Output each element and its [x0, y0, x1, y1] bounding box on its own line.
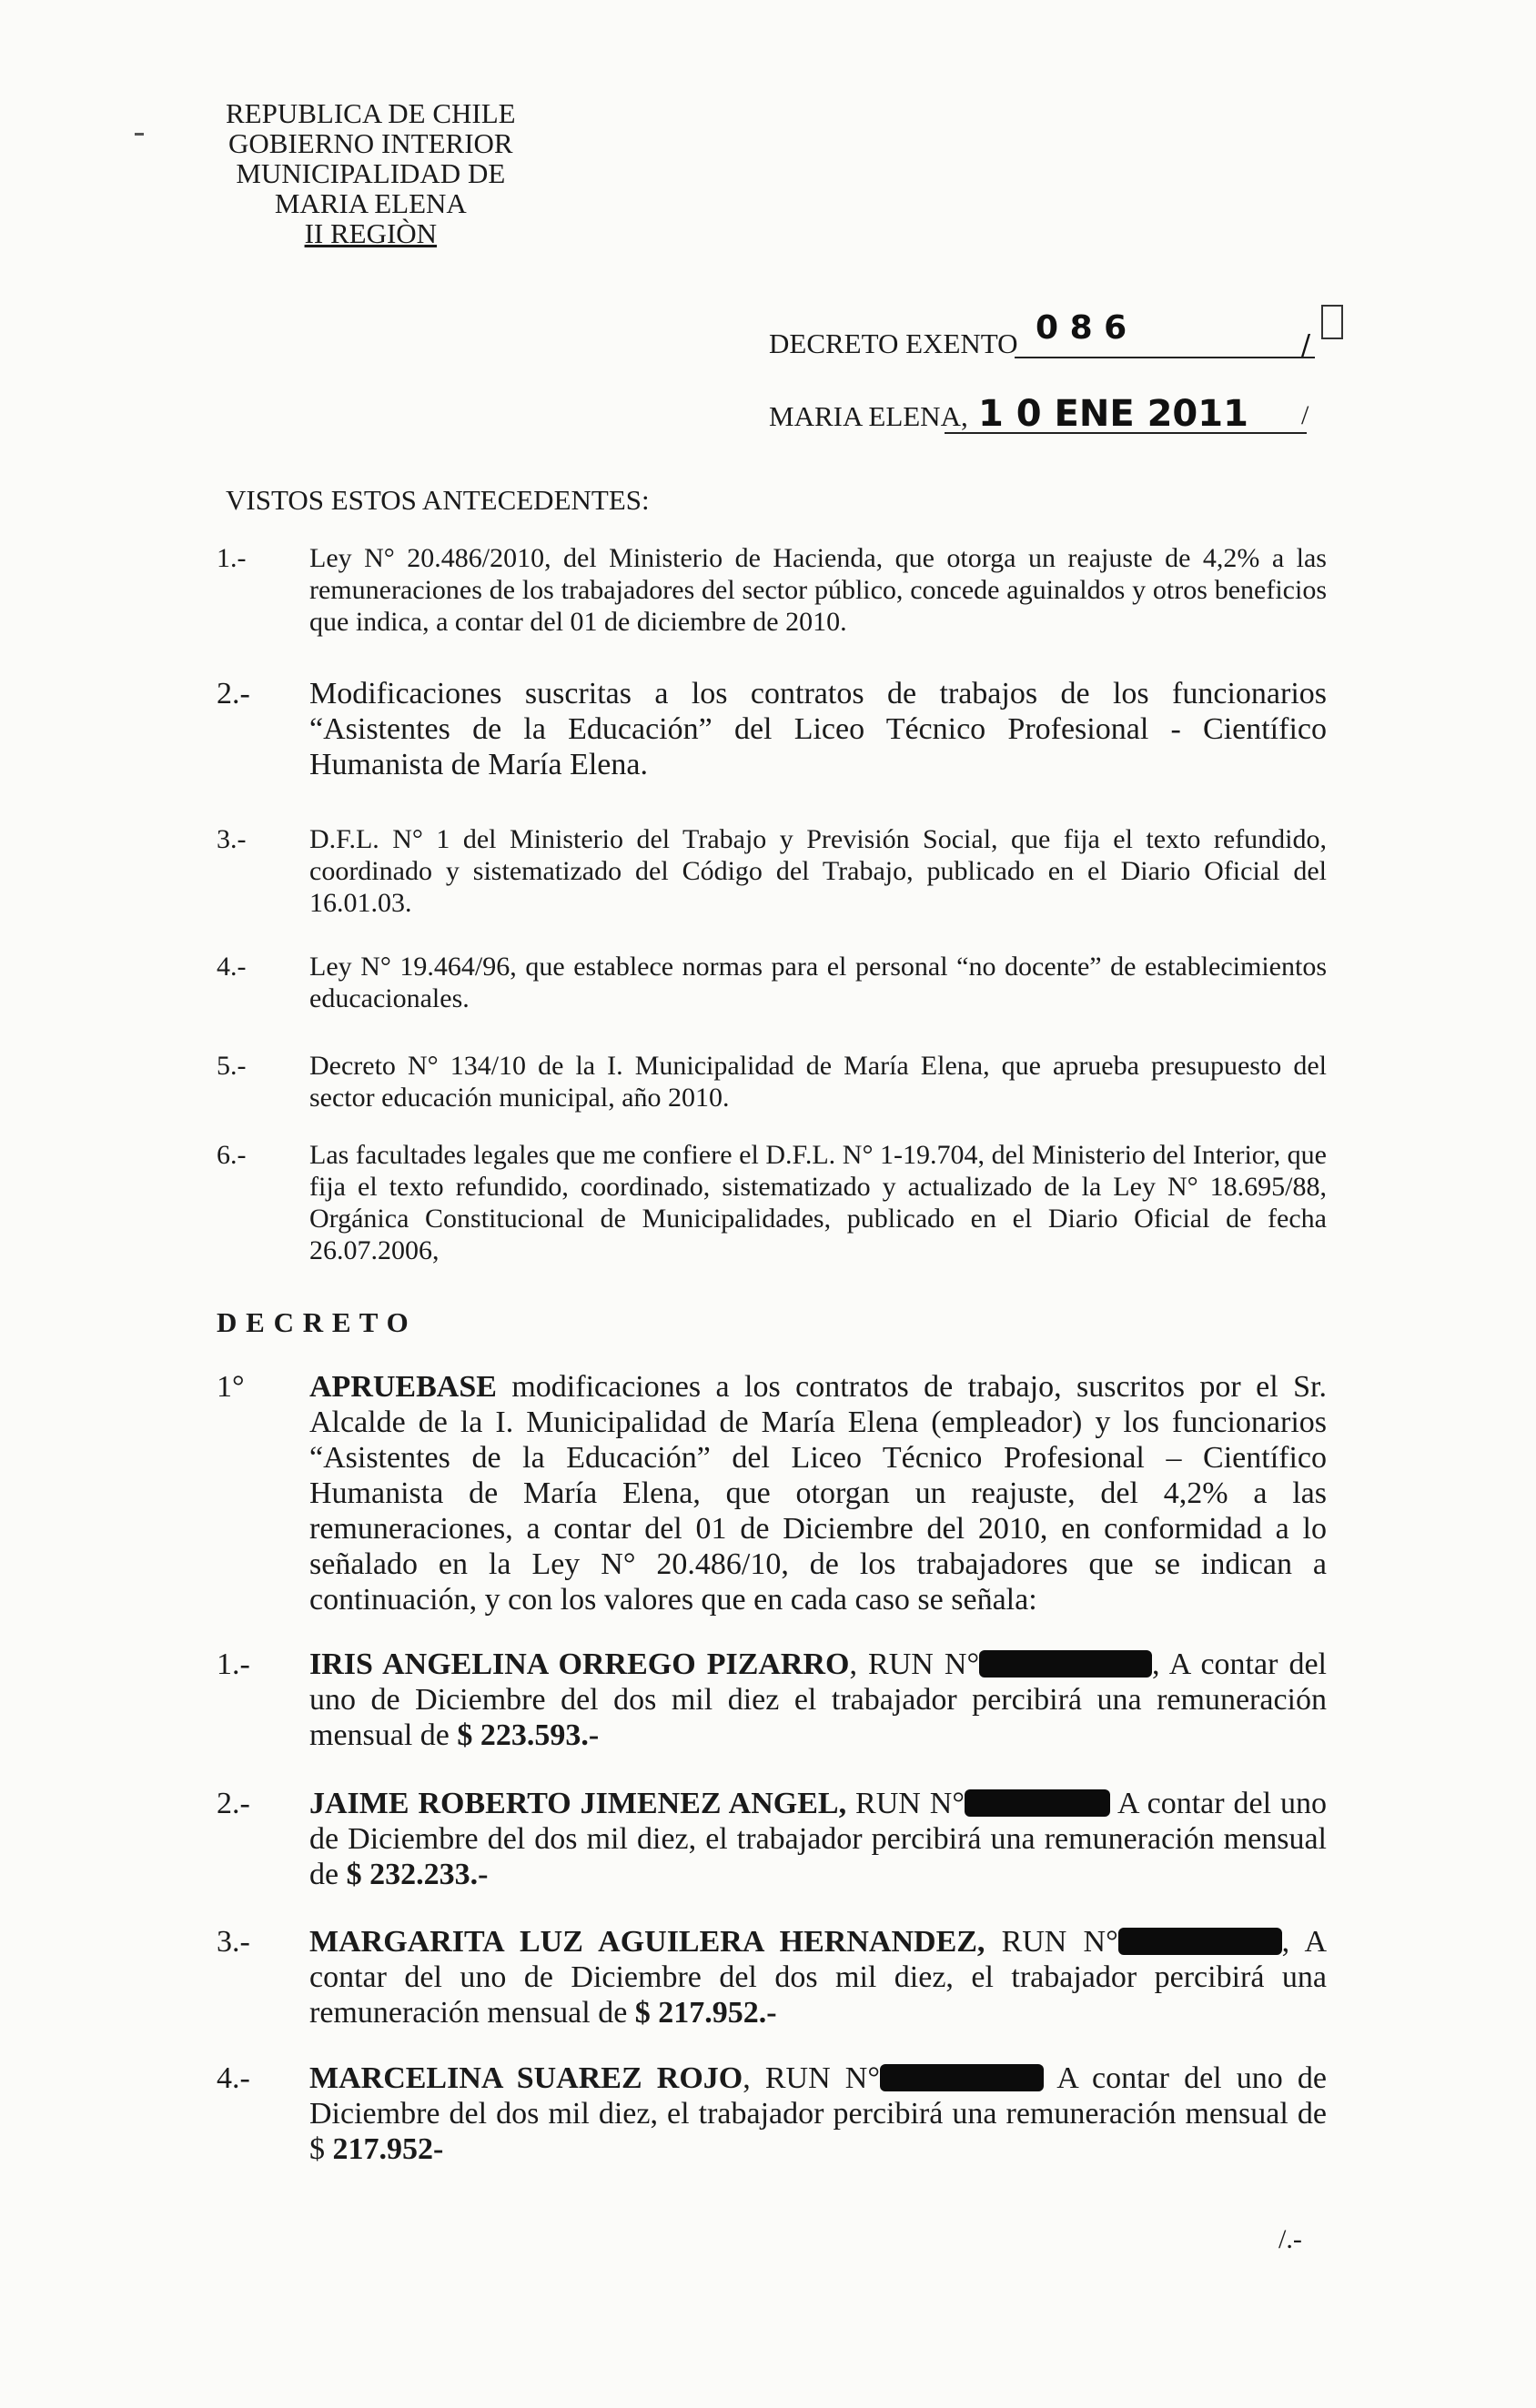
worker-2 — [217, 1786, 1327, 1895]
vistos-item-4 — [217, 951, 1327, 1019]
vistos-item-3 — [217, 823, 1327, 923]
redacted-run — [880, 2064, 1044, 2091]
item-number: 6.- — [217, 1140, 247, 1170]
worker-name: JAIME ROBERTO JIMENEZ ANGEL, — [309, 1787, 847, 1820]
continued-mark: /.- — [1278, 2224, 1302, 2254]
decreto-title: D E C R E T O — [217, 1306, 409, 1338]
worker-detail: , A contar del uno de Diciembre del dos mil diez, el trabajador percibirá una remuneración mensual de — [309, 1925, 1328, 2030]
place-label: MARIA ELENA, — [769, 400, 968, 432]
worker-3 — [217, 1924, 1327, 2033]
item-text: Decreto N° 134/10 de la I. Municipalidad de María Elena, que aprueba presupuesto del sector educación municipal, año 2010. — [309, 1051, 1327, 1113]
vistos-title: VISTOS ESTOS ANTECEDENTES: — [226, 484, 650, 516]
worker-text — [309, 1647, 1327, 1753]
item-number: 4.- — [217, 952, 247, 982]
redacted-run — [1118, 1928, 1282, 1955]
worker-amount: $ 232.233.- — [346, 1858, 489, 1891]
worker-run: , RUN N° — [849, 1647, 980, 1681]
header-line-2: GOBIERNO INTERIOR — [228, 127, 513, 159]
worker-detail: A contar del uno de Diciembre del dos mil diez, el trabajador percibirá una remuneración mensual de $ — [309, 2061, 1327, 2166]
article-verb: APRUEBASE — [309, 1370, 497, 1404]
date-slash: / — [1301, 400, 1309, 430]
item-number: 1.- — [217, 543, 247, 573]
worker-run: RUN N° — [985, 1925, 1118, 1959]
header-line-4: MARIA ELENA — [274, 187, 467, 219]
worker-detail: A contar del uno de Diciembre del dos mil diez, el trabajador percibirá una remuneración mensual de — [309, 1787, 1328, 1891]
worker-name: MARCELINA SUAREZ ROJO — [309, 2061, 743, 2095]
article-text — [309, 1369, 1327, 1617]
worker-detail: , A contar del uno de Diciembre del dos mil diez el trabajador percibirá una remuneración mensual de — [309, 1647, 1327, 1752]
worker-number: 1.- — [217, 1647, 250, 1681]
decree-slash: / — [1301, 329, 1311, 361]
vistos-item-5 — [217, 1050, 1327, 1118]
worker-name: IRIS ANGELINA ORREGO PIZARRO — [309, 1647, 850, 1681]
article-number: 1° — [217, 1370, 245, 1404]
item-text: Ley N° 20.486/2010, del Ministerio de Hacienda, que otorga un reajuste de 4,2% a las remuneraciones de los trabajadores del sector público, concede aguinaldos y otros beneficios que indica, a contar del 01 de diciembre de 2010. — [309, 543, 1327, 637]
worker-1 — [217, 1647, 1327, 1756]
decree-number-line — [1015, 357, 1315, 358]
corner-stamp — [1321, 305, 1343, 339]
decree-number: 0 8 6 — [1036, 309, 1127, 347]
worker-4 — [217, 2060, 1327, 2170]
worker-name: MARGARITA LUZ AGUILERA HERNANDEZ, — [309, 1925, 985, 1959]
header-line-3: MUNICIPALIDAD DE — [236, 157, 506, 189]
worker-number: 3.- — [217, 1925, 250, 1959]
header-line-1: REPUBLICA DE CHILE — [226, 97, 516, 129]
worker-text — [309, 1786, 1327, 1892]
worker-number: 4.- — [217, 2061, 250, 2095]
vistos-item-2 — [217, 676, 1327, 785]
item-text: Modificaciones suscritas a los contratos de trabajos de los funcionarios “Asistentes de la Educación” del Liceo Técnico Profesional - Científico Humanista de María Elena. — [309, 677, 1327, 781]
worker-run: , RUN N° — [743, 2061, 880, 2095]
worker-run: RUN N° — [846, 1787, 965, 1820]
institution-header — [226, 98, 516, 248]
worker-amount: $ 217.952.- — [634, 1996, 777, 2030]
vistos-item-6 — [217, 1139, 1327, 1271]
margin-mark — [135, 133, 144, 136]
item-number: 3.- — [217, 824, 247, 854]
vistos-item-1 — [217, 542, 1327, 642]
item-text: D.F.L. N° 1 del Ministerio del Trabajo y Previsión Social, que fija el texto refundido, coordinado y sistematizado del Código del Trabajo, publicado en el Diario Oficial del 16.01.03. — [309, 824, 1327, 918]
item-number: 2.- — [217, 677, 250, 710]
redacted-run — [965, 1789, 1110, 1817]
decree-label: DECRETO EXENTO — [769, 327, 1018, 359]
worker-text — [309, 2060, 1327, 2167]
worker-amount: $ 223.593.- — [457, 1718, 600, 1752]
worker-text — [309, 1924, 1327, 2030]
item-text: Las facultades legales que me confiere el D.F.L. N° 1-19.704, del Ministerio del Interior, que fija el texto refundido, coordinado, sistematizado y actualizado de la Ley N° 18.695/88, Orgánica Constitucional de Municipalidades, publicado en el Diario Oficial de fecha 26.07.2006, — [309, 1140, 1327, 1265]
decreto-article-1 — [217, 1369, 1327, 1624]
article-body: modificaciones a los contratos de trabajo, suscritos por el Sr. Alcalde de la I. Municipalidad de María Elena (empleador) y los funcionarios “Asistentes de la Educación” del Liceo Técnico Profesional – Científico Humanista de María Elena, que otorgan un reajuste, del 4,2% a las remuneraciones, a contar del 01 de Diciembre del 2010, en conformidad a lo señalado en la Ley N° 20.486/10, de los trabajadores que se indican a continuación, y con los valores que en cada caso se señala: — [309, 1370, 1327, 1617]
decree-date: 1 0 ENE 2011 — [978, 393, 1248, 435]
redacted-run — [979, 1650, 1152, 1678]
worker-amount: 217.952- — [332, 2132, 444, 2166]
item-number: 5.- — [217, 1051, 247, 1081]
item-text: Ley N° 19.464/96, que establece normas para el personal “no docente” de establecimientos educacionales. — [309, 952, 1327, 1013]
worker-number: 2.- — [217, 1787, 250, 1820]
header-line-5: II REGIÒN — [304, 217, 438, 249]
